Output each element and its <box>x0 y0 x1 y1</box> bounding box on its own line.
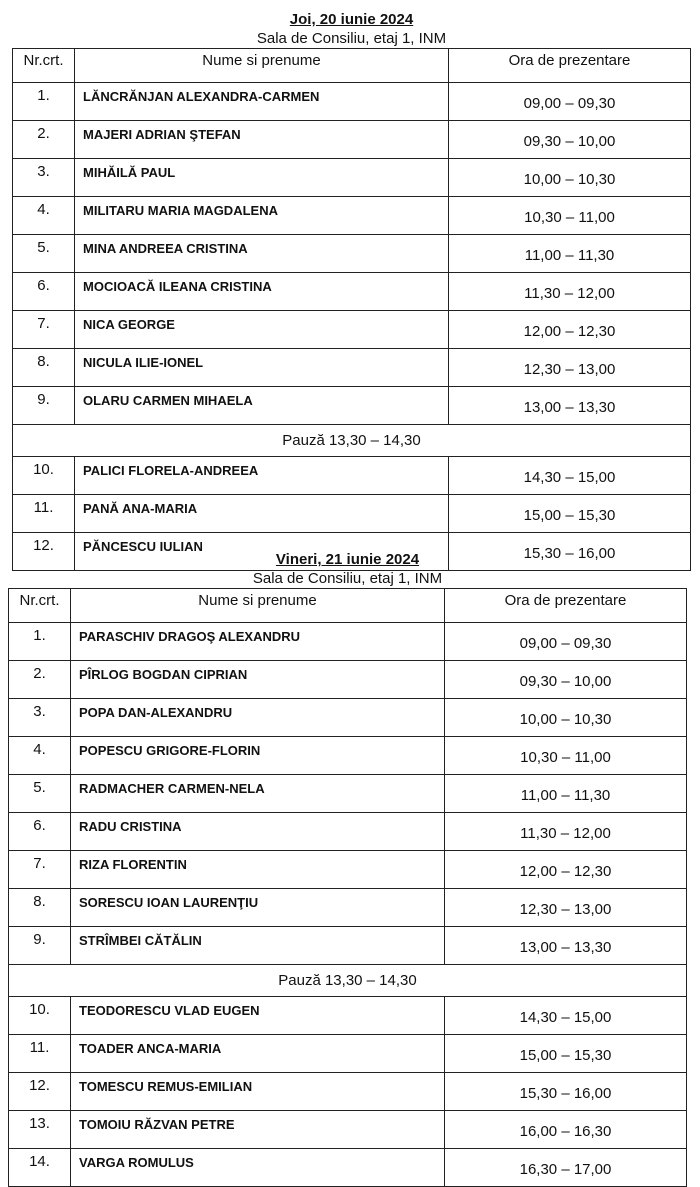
row-time: 12,00 – 12,30 <box>449 311 691 349</box>
row-time: 10,00 – 10,30 <box>445 699 687 737</box>
row-name: OLARU CARMEN MIHAELA <box>75 387 449 425</box>
row-number: 8. <box>9 889 71 927</box>
row-name: TOADER ANCA-MARIA <box>71 1035 445 1073</box>
table-row <box>13 457 691 495</box>
row-time: 16,00 – 16,30 <box>445 1111 687 1149</box>
row-time: 11,00 – 11,30 <box>449 235 691 273</box>
row-time: 10,30 – 11,00 <box>445 737 687 775</box>
row-time: 12,00 – 12,30 <box>445 851 687 889</box>
row-name: MIHĂILĂ PAUL <box>75 159 449 197</box>
schedule-table <box>8 588 687 1187</box>
row-number: 1. <box>9 623 71 661</box>
table-row <box>9 927 687 965</box>
table-row <box>9 1149 687 1187</box>
schedule-date: Joi, 20 iunie 2024 <box>289 11 414 28</box>
row-time: 15,00 – 15,30 <box>449 495 691 533</box>
row-number: 11. <box>9 1035 71 1073</box>
table-row <box>9 1073 687 1111</box>
pause-row <box>9 965 687 997</box>
table-row <box>13 387 691 425</box>
row-time: 15,00 – 15,30 <box>445 1035 687 1073</box>
schedule-date: Vineri, 21 iunie 2024 <box>275 551 420 568</box>
row-time: 10,30 – 11,00 <box>449 197 691 235</box>
table-row <box>13 273 691 311</box>
row-number: 5. <box>9 775 71 813</box>
row-name: MINA ANDREEA CRISTINA <box>75 235 449 273</box>
row-time: 10,00 – 10,30 <box>449 159 691 197</box>
row-name: MOCIOACĂ ILEANA CRISTINA <box>75 273 449 311</box>
row-time: 15,30 – 16,00 <box>445 1073 687 1111</box>
row-number: 4. <box>13 197 75 235</box>
row-time: 12,30 – 13,00 <box>449 349 691 387</box>
row-name: PĂNCESCU IULIAN <box>75 533 449 571</box>
header-time: Ora de prezentare <box>445 589 687 623</box>
table-row <box>9 699 687 737</box>
table-row <box>13 235 691 273</box>
row-number: 2. <box>9 661 71 699</box>
row-time: 16,30 – 17,00 <box>445 1149 687 1187</box>
row-time: 09,30 – 10,00 <box>445 661 687 699</box>
header-nr: Nr.crt. <box>9 589 71 623</box>
row-name: RADMACHER CARMEN-NELA <box>71 775 445 813</box>
table-row <box>9 661 687 699</box>
row-name: TOMESCU REMUS-EMILIAN <box>71 1073 445 1111</box>
row-number: 6. <box>9 813 71 851</box>
row-number: 10. <box>13 457 75 495</box>
row-time: 13,00 – 13,30 <box>449 387 691 425</box>
row-name: LĂNCRĂNJAN ALEXANDRA-CARMEN <box>75 83 449 121</box>
row-name: TEODORESCU VLAD EUGEN <box>71 997 445 1035</box>
header-name: Nume si prenume <box>71 589 445 623</box>
row-number: 4. <box>9 737 71 775</box>
table-row <box>9 813 687 851</box>
row-number: 10. <box>9 997 71 1035</box>
row-number: 3. <box>9 699 71 737</box>
table-row <box>9 775 687 813</box>
schedule-location: Sala de Consiliu, etaj 1, INM <box>252 570 443 587</box>
row-number: 12. <box>9 1073 71 1111</box>
table-header-row <box>13 49 691 83</box>
row-time: 11,00 – 11,30 <box>445 775 687 813</box>
row-name: STRÎMBEI CĂTĂLIN <box>71 927 445 965</box>
row-name: PALICI FLORELA-ANDREEA <box>75 457 449 495</box>
row-number: 2. <box>13 121 75 159</box>
table-row <box>9 737 687 775</box>
row-name: RIZA FLORENTIN <box>71 851 445 889</box>
row-number: 8. <box>13 349 75 387</box>
row-time: 11,30 – 12,00 <box>445 813 687 851</box>
table-row <box>13 349 691 387</box>
row-time: 14,30 – 15,00 <box>449 457 691 495</box>
row-name: MILITARU MARIA MAGDALENA <box>75 197 449 235</box>
row-time: 14,30 – 15,00 <box>445 997 687 1035</box>
table-row <box>9 997 687 1035</box>
table-row <box>13 311 691 349</box>
table-row <box>13 83 691 121</box>
row-name: NICA GEORGE <box>75 311 449 349</box>
row-time: 09,30 – 10,00 <box>449 121 691 159</box>
schedule-location: Sala de Consiliu, etaj 1, INM <box>256 30 447 47</box>
row-name: MAJERI ADRIAN ŞTEFAN <box>75 121 449 159</box>
pause-row <box>13 425 691 457</box>
pause-label: Pauză 13,30 – 14,30 <box>13 425 691 457</box>
schedule-day-2 <box>8 550 687 1187</box>
row-name: NICULA ILIE-IONEL <box>75 349 449 387</box>
row-number: 11. <box>13 495 75 533</box>
row-name: POPA DAN-ALEXANDRU <box>71 699 445 737</box>
row-time: 13,00 – 13,30 <box>445 927 687 965</box>
row-number: 14. <box>9 1149 71 1187</box>
row-number: 5. <box>13 235 75 273</box>
row-number: 13. <box>9 1111 71 1149</box>
table-row <box>13 159 691 197</box>
table-row <box>9 623 687 661</box>
row-name: RADU CRISTINA <box>71 813 445 851</box>
table-row <box>9 851 687 889</box>
schedule-day-1 <box>12 10 691 571</box>
table-row <box>13 197 691 235</box>
header-time: Ora de prezentare <box>449 49 691 83</box>
table-row <box>9 1035 687 1073</box>
header-nr: Nr.crt. <box>13 49 75 83</box>
row-name: PARASCHIV DRAGOŞ ALEXANDRU <box>71 623 445 661</box>
pause-label: Pauză 13,30 – 14,30 <box>9 965 687 997</box>
table-header-row <box>9 589 687 623</box>
table-row <box>13 495 691 533</box>
row-time: 15,30 – 16,00 <box>449 533 691 571</box>
row-time: 11,30 – 12,00 <box>449 273 691 311</box>
table-row <box>9 889 687 927</box>
header-name: Nume si prenume <box>75 49 449 83</box>
row-time: 09,00 – 09,30 <box>445 623 687 661</box>
row-time: 12,30 – 13,00 <box>445 889 687 927</box>
row-name: VARGA ROMULUS <box>71 1149 445 1187</box>
row-number: 1. <box>13 83 75 121</box>
row-number: 7. <box>9 851 71 889</box>
row-number: 9. <box>9 927 71 965</box>
row-name: PANĂ ANA-MARIA <box>75 495 449 533</box>
row-name: POPESCU GRIGORE-FLORIN <box>71 737 445 775</box>
row-time: 09,00 – 09,30 <box>449 83 691 121</box>
table-row <box>13 121 691 159</box>
row-name: TOMOIU RĂZVAN PETRE <box>71 1111 445 1149</box>
row-number: 9. <box>13 387 75 425</box>
schedule-table <box>12 48 691 571</box>
row-name: PÎRLOG BOGDAN CIPRIAN <box>71 661 445 699</box>
row-number: 3. <box>13 159 75 197</box>
row-number: 12. <box>13 533 75 571</box>
row-name: SORESCU IOAN LAURENŢIU <box>71 889 445 927</box>
row-number: 6. <box>13 273 75 311</box>
row-number: 7. <box>13 311 75 349</box>
